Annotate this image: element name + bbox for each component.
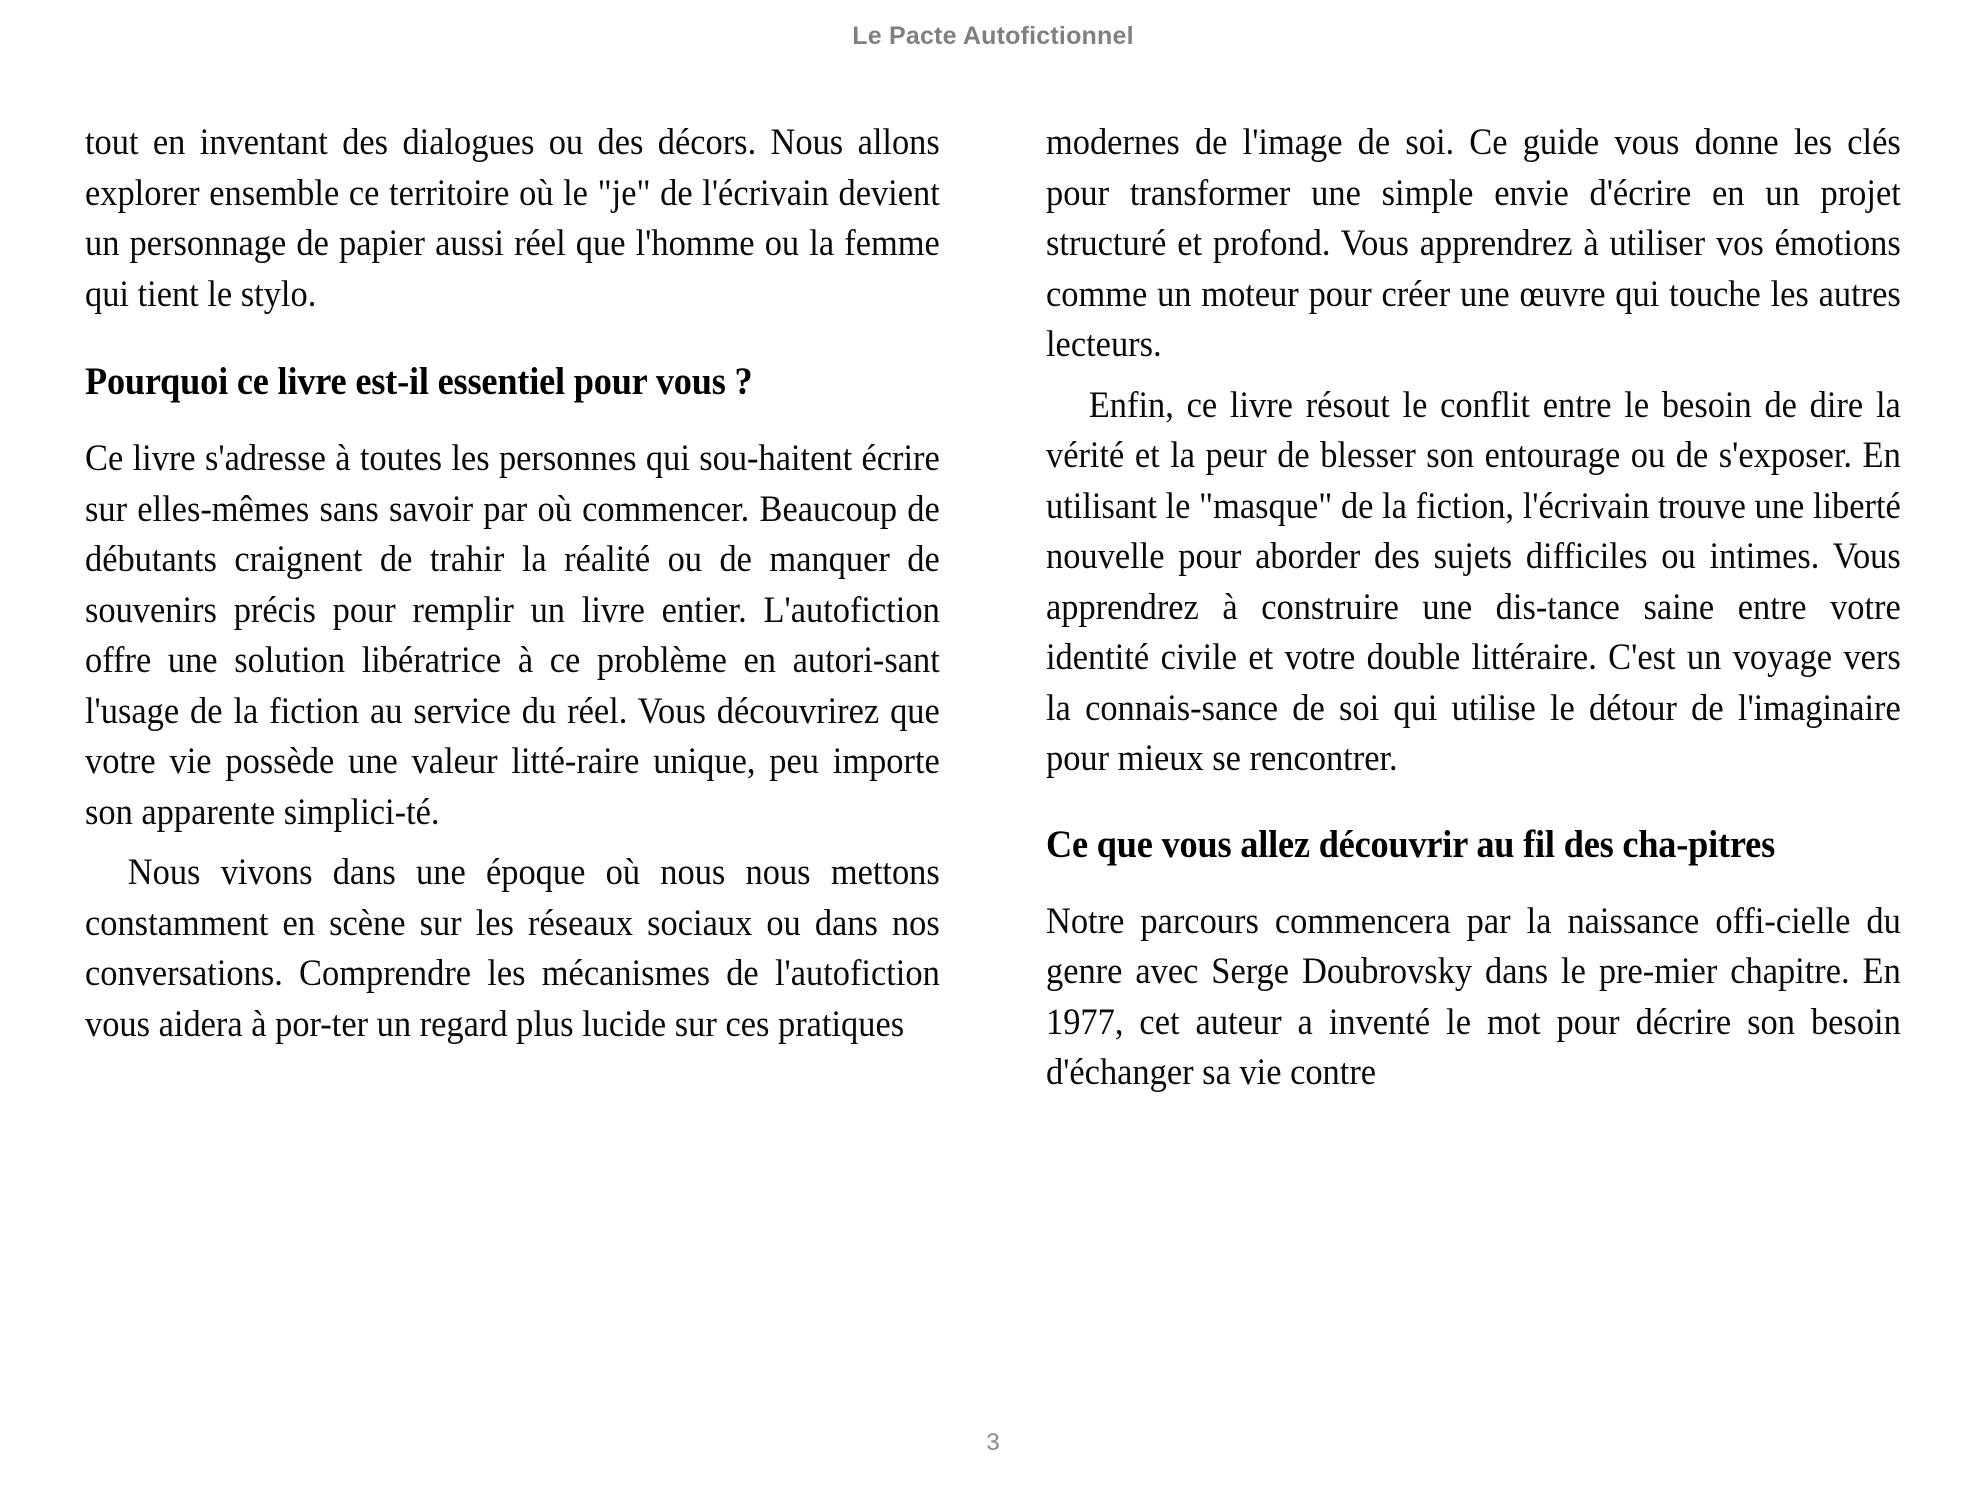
left-paragraph-continued: tout en inventant des dialogues ou des décors. Nous allons explorer ensemble ce territoire où le "je" de l'écrivain devient un personnage de papier aussi réel que l'homme ou la femme qui tient le stylo.: [85, 122, 940, 315]
page-number: 3: [986, 1429, 1000, 1456]
right-paragraph-2: Notre parcours commencera par la naissance offi-cielle du genre avec Serge Doubrovsky dans le pre-mier chapitre. En 1977, cet auteur a inventé le mot pour décrire son besoin d'échanger sa vie contre: [1046, 900, 1901, 1093]
page-footer: [0, 1429, 1986, 1457]
running-header: [0, 0, 1986, 72]
left-section-heading: Pourquoi ce livre est-il essentiel pour vous ?: [85, 360, 753, 403]
left-column: [85, 118, 940, 1350]
left-paragraph-2: Nous vivons dans une époque où nous nous mettons constamment en scène sur les réseaux sociaux ou dans nos conversations. Comprendre les mécanismes de l'autofiction vous aidera à por-ter un regard plus lucide sur ces pratiques: [85, 852, 940, 1045]
right-column: [1046, 118, 1901, 1350]
right-paragraph-continued: modernes de l'image de soi. Ce guide vous donne les clés pour transformer une simple envie d'écrire en un projet structuré et profond. Vous apprendrez à utiliser vos émotions comme un moteur pour créer une œuvre qui touche les autres lecteurs.: [1046, 122, 1901, 365]
left-paragraph-1: Ce livre s'adresse à toutes les personnes qui sou-haitent écrire sur elles-mêmes sans savoir par où commencer. Beaucoup de débutants craignent de trahir la réalité ou de manquer de souvenirs précis pour remplir un livre entier. L'autofiction offre une solution libératrice à ce problème en autori-sant l'usage de la fiction au service du réel. Vous découvrirez que votre vie possède une valeur litté-raire unique, peu importe son apparente simplici-té.: [85, 438, 940, 833]
body-columns: [85, 118, 1901, 1350]
right-paragraph-1: Enfin, ce livre résout le conflit entre le besoin de dire la vérité et la peur de blesser son entourage ou de s'exposer. En utilisant le "masque" de la fiction, l'écrivain trouve une liberté nouvelle pour aborder des sujets difficiles ou intimes. Vous apprendrez à construire une dis-tance saine entre votre identité civile et votre double littéraire. C'est un voyage vers la connais-sance de soi qui utilise le détour de l'imaginaire pour mieux se rencontrer.: [1046, 384, 1901, 779]
right-section-heading: Ce que vous allez découvrir au fil des cha-pitres: [1046, 822, 1776, 866]
running-header-title: Le Pacte Autofictionnel: [852, 21, 1134, 50]
